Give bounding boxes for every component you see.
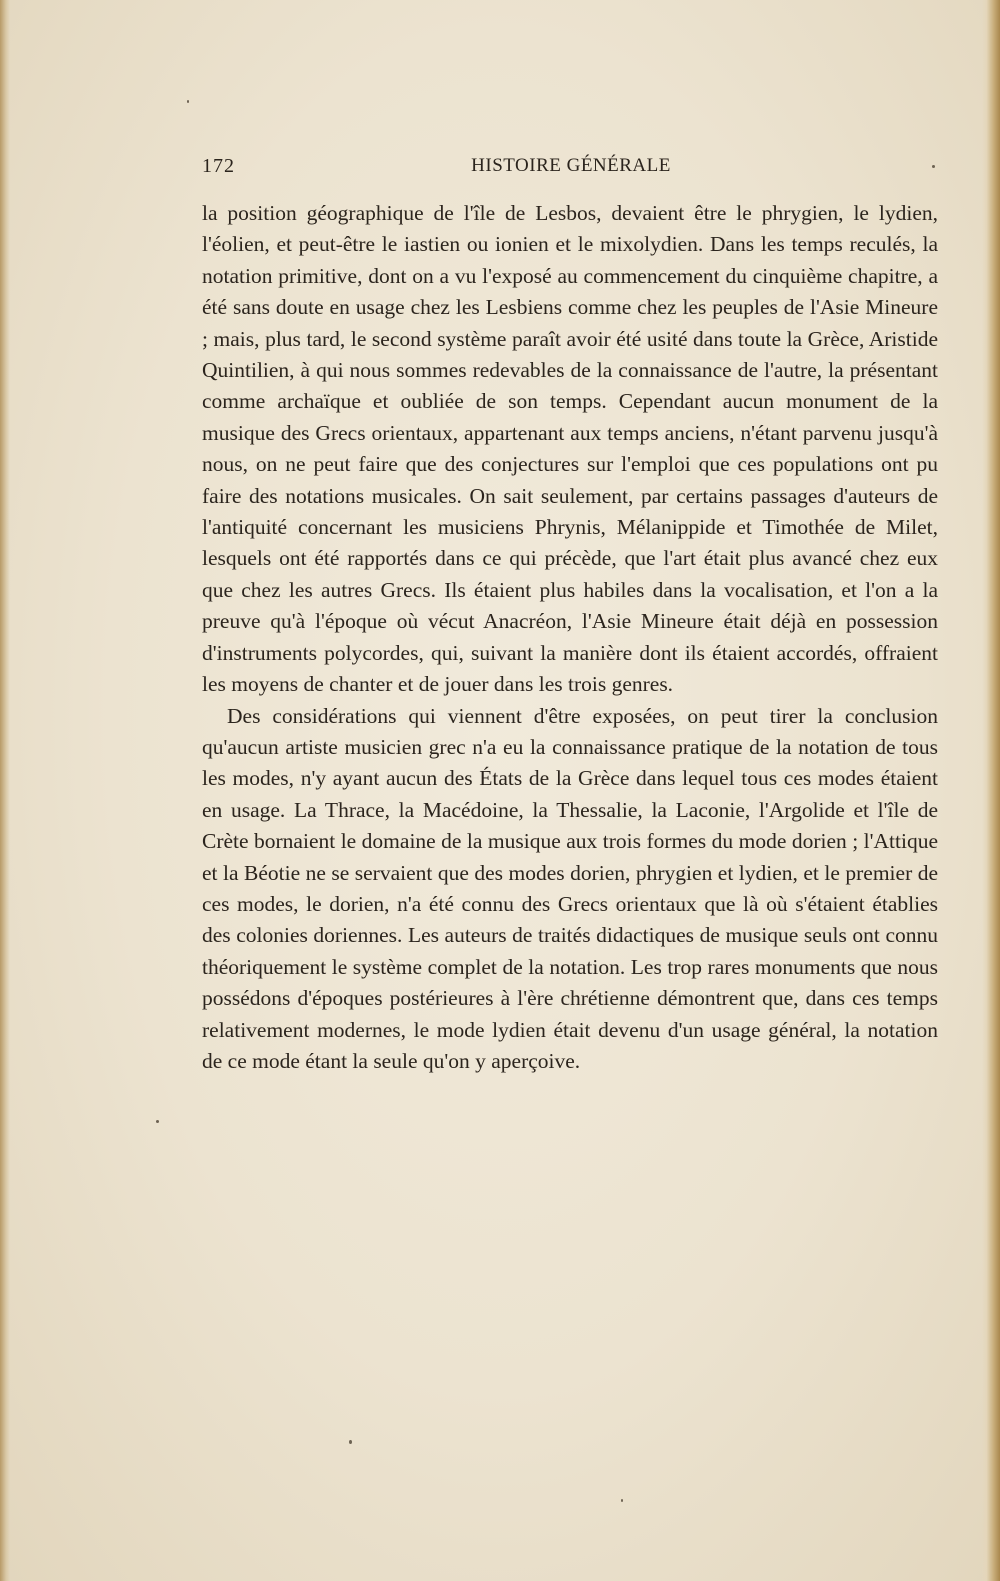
body-text — [202, 198, 938, 1077]
running-title: HISTOIRE GÉNÉRALE — [471, 155, 671, 176]
ink-speck — [156, 1120, 159, 1123]
ink-speck — [187, 100, 189, 103]
ink-speck — [621, 1499, 623, 1502]
ink-speck — [349, 1440, 352, 1444]
ink-speck — [932, 165, 935, 168]
page-header — [202, 155, 940, 185]
page-right-edge — [982, 0, 1000, 1581]
page-number: 172 — [202, 155, 235, 177]
paragraph: Des considérations qui viennent d'être exposées, on peut tirer la conclusion qu'aucun artiste musicien grec n'a eu la connaissance pratique de la notation de tous les modes, n'y ayant aucun des États de la Grèce dans lequel tous ces modes étaient en usage. La Thrace, la Macédoine, la Thessalie, la Laconie, l'Argolide et l'île de Crète bornaient le domaine de la musique aux trois formes du mode dorien ; l'Attique et la Béotie ne se servaient que des modes dorien, phrygien et lydien, et le premier de ces modes, le dorien, n'a été connu des Grecs orientaux que là où s'étaient établies des colonies doriennes. Les auteurs de traités didactiques de musique seuls ont connu théoriquement le système complet de la notation. Les trop rares monuments que nous possédons d'époques postérieures à l'ère chrétienne démontrent que, dans ces temps relativement modernes, le mode lydien était devenu d'un usage général, la notation de ce mode étant la seule qu'on y aperçoive. — [202, 703, 938, 1073]
paragraph: la position géographique de l'île de Lesbos, devaient être le phrygien, le lydien, l'éolien, et peut-être le iastien ou ionien et le mixolydien. Dans les temps reculés, la notation primitive, dont on a vu l'exposé au commencement du cinquième chapitre, a été sans doute en usage chez les Lesbiens comme chez les peuples de l'Asie Mineure ; mais, plus tard, le second système paraît avoir été usité dans toute la Grèce, Aristide Quintilien, à qui nous sommes redevables de la connaissance de l'autre, la présentant comme archaïque et oubliée de son temps. Cependant aucun monument de la musique des Grecs orientaux, appartenant aux temps anciens, n'étant parvenu jusqu'à nous, on ne peut faire que des conjectures sur l'emploi que ces populations ont pu faire des notations musicales. On sait seulement, par certains passages d'auteurs de l'antiquité concernant les musiciens Phrynis, Mélanippide et Timothée de Milet, lesquels ont été rapportés dans ce qui précède, que l'art était plus avancé chez eux que chez les autres Grecs. Ils étaient plus habiles dans la vocalisation, et l'on a la preuve qu'à l'époque où vécut Anacréon, l'Asie Mineure était déjà en possession d'instruments polycordes, qui, suivant la manière dont ils étaient accordés, offraient les moyens de chanter et de jouer dans les trois genres. — [202, 201, 938, 697]
page-left-edge — [0, 0, 10, 1581]
